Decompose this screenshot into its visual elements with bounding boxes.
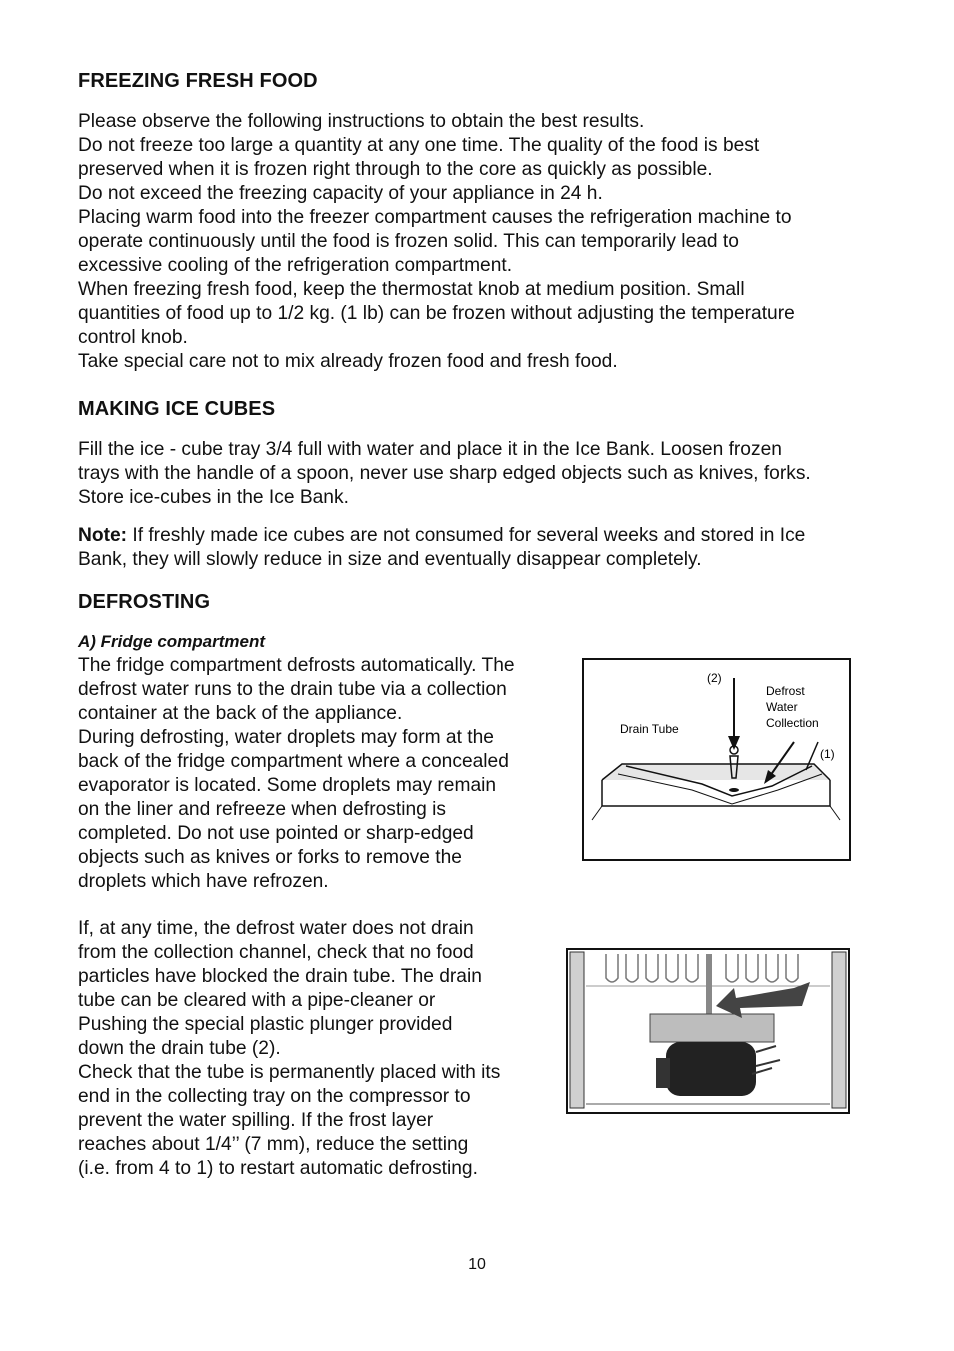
text-line: Please observe the following instructions to obtain the best results. xyxy=(78,111,645,132)
label-1: (1) xyxy=(820,747,835,761)
label-defrost: Defrost xyxy=(766,684,805,698)
figure-compressor xyxy=(566,948,850,1114)
text-line: container at the back of the appliance. xyxy=(78,703,403,724)
text-line: If, at any time, the defrost water does not drain xyxy=(78,918,474,939)
text-line: Take special care not to mix already frozen food and fresh food. xyxy=(78,351,618,372)
text-line: completed. Do not use pointed or sharp-edged xyxy=(78,823,474,844)
text-line: defrost water runs to the drain tube via a collection xyxy=(78,679,507,700)
text-line: evaporator is located. Some droplets may remain xyxy=(78,775,497,796)
text-line: tube can be cleared with a pipe-cleaner or xyxy=(78,990,436,1011)
text-line: back of the fridge compartment where a concealed xyxy=(78,751,509,772)
text-line: Pushing the special plastic plunger provided xyxy=(78,1014,453,1035)
text-line: from the collection channel, check that no food xyxy=(78,942,474,963)
defrost-paragraph-2 xyxy=(78,917,558,1181)
note-line: Bank, they will slowly reduce in size and eventually disappear completely. xyxy=(78,549,702,570)
figure-drain-tube xyxy=(582,658,852,862)
text-line: on the liner and refreeze when defrosting is xyxy=(78,799,446,820)
text-line: trays with the handle of a spoon, never use sharp edged objects such as knives, forks. xyxy=(78,463,811,484)
text-line: Placing warm food into the freezer compartment causes the refrigeration machine to xyxy=(78,207,792,228)
text-line: operate continuously until the food is frozen solid. This can temporarily lead to xyxy=(78,231,739,252)
text-line: Do not exceed the freezing capacity of your appliance in 24 h. xyxy=(78,183,603,204)
label-collection: Collection xyxy=(766,716,819,730)
label-drain-tube: Drain Tube xyxy=(620,722,679,736)
text-line: excessive cooling of the refrigeration compartment. xyxy=(78,255,513,276)
label-water: Water xyxy=(766,700,798,714)
label-2: (2) xyxy=(707,671,722,685)
note-text: If freshly made ice cubes are not consumed for several weeks and stored in Ice xyxy=(127,525,806,546)
freezing-paragraph xyxy=(78,110,878,374)
heading-freezing: FREEZING FRESH FOOD xyxy=(78,70,318,92)
text-line: reaches about 1/4’’ (7 mm), reduce the setting xyxy=(78,1134,469,1155)
text-line: objects such as knives or forks to remove the xyxy=(78,847,462,868)
ice-paragraph xyxy=(78,438,878,510)
defrost-paragraph-1 xyxy=(78,654,558,894)
text-line: Check that the tube is permanently placed with its xyxy=(78,1062,501,1083)
text-line: down the drain tube (2). xyxy=(78,1038,281,1059)
ice-note xyxy=(78,524,878,572)
text-line: When freezing fresh food, keep the thermostat knob at medium position. Small xyxy=(78,279,745,300)
text-line: Do not freeze too large a quantity at any one time. The quality of the food is best xyxy=(78,135,760,156)
text-line: preserved when it is frozen right through to the core as quickly as possible. xyxy=(78,159,713,180)
text-line: quantities of food up to 1/2 kg. (1 lb) can be frozen without adjusting the temperature xyxy=(78,303,795,324)
text-line: Store ice-cubes in the Ice Bank. xyxy=(78,487,349,508)
text-line: During defrosting, water droplets may form at the xyxy=(78,727,494,748)
note-line xyxy=(78,524,878,548)
text-line: Fill the ice - cube tray 3/4 full with water and place it in the Ice Bank. Loosen frozen xyxy=(78,439,782,460)
subheading-fridge-compartment: A) Fridge compartment xyxy=(78,632,266,651)
note-label: Note: xyxy=(78,525,128,546)
text-line: droplets which have refrozen. xyxy=(78,871,329,892)
page-number: 10 xyxy=(468,1256,486,1273)
text-line: control knob. xyxy=(78,327,188,348)
text-line: particles have blocked the drain tube. The drain xyxy=(78,966,482,987)
text-line: prevent the water spilling. If the frost layer xyxy=(78,1110,434,1131)
text-line: The fridge compartment defrosts automatically. The xyxy=(78,655,515,676)
text-line: (i.e. from 4 to 1) to restart automatic defrosting. xyxy=(78,1158,478,1179)
heading-defrosting: DEFROSTING xyxy=(78,591,211,613)
text-line: end in the collecting tray on the compressor to xyxy=(78,1086,471,1107)
heading-ice-cubes: MAKING ICE CUBES xyxy=(78,398,276,420)
